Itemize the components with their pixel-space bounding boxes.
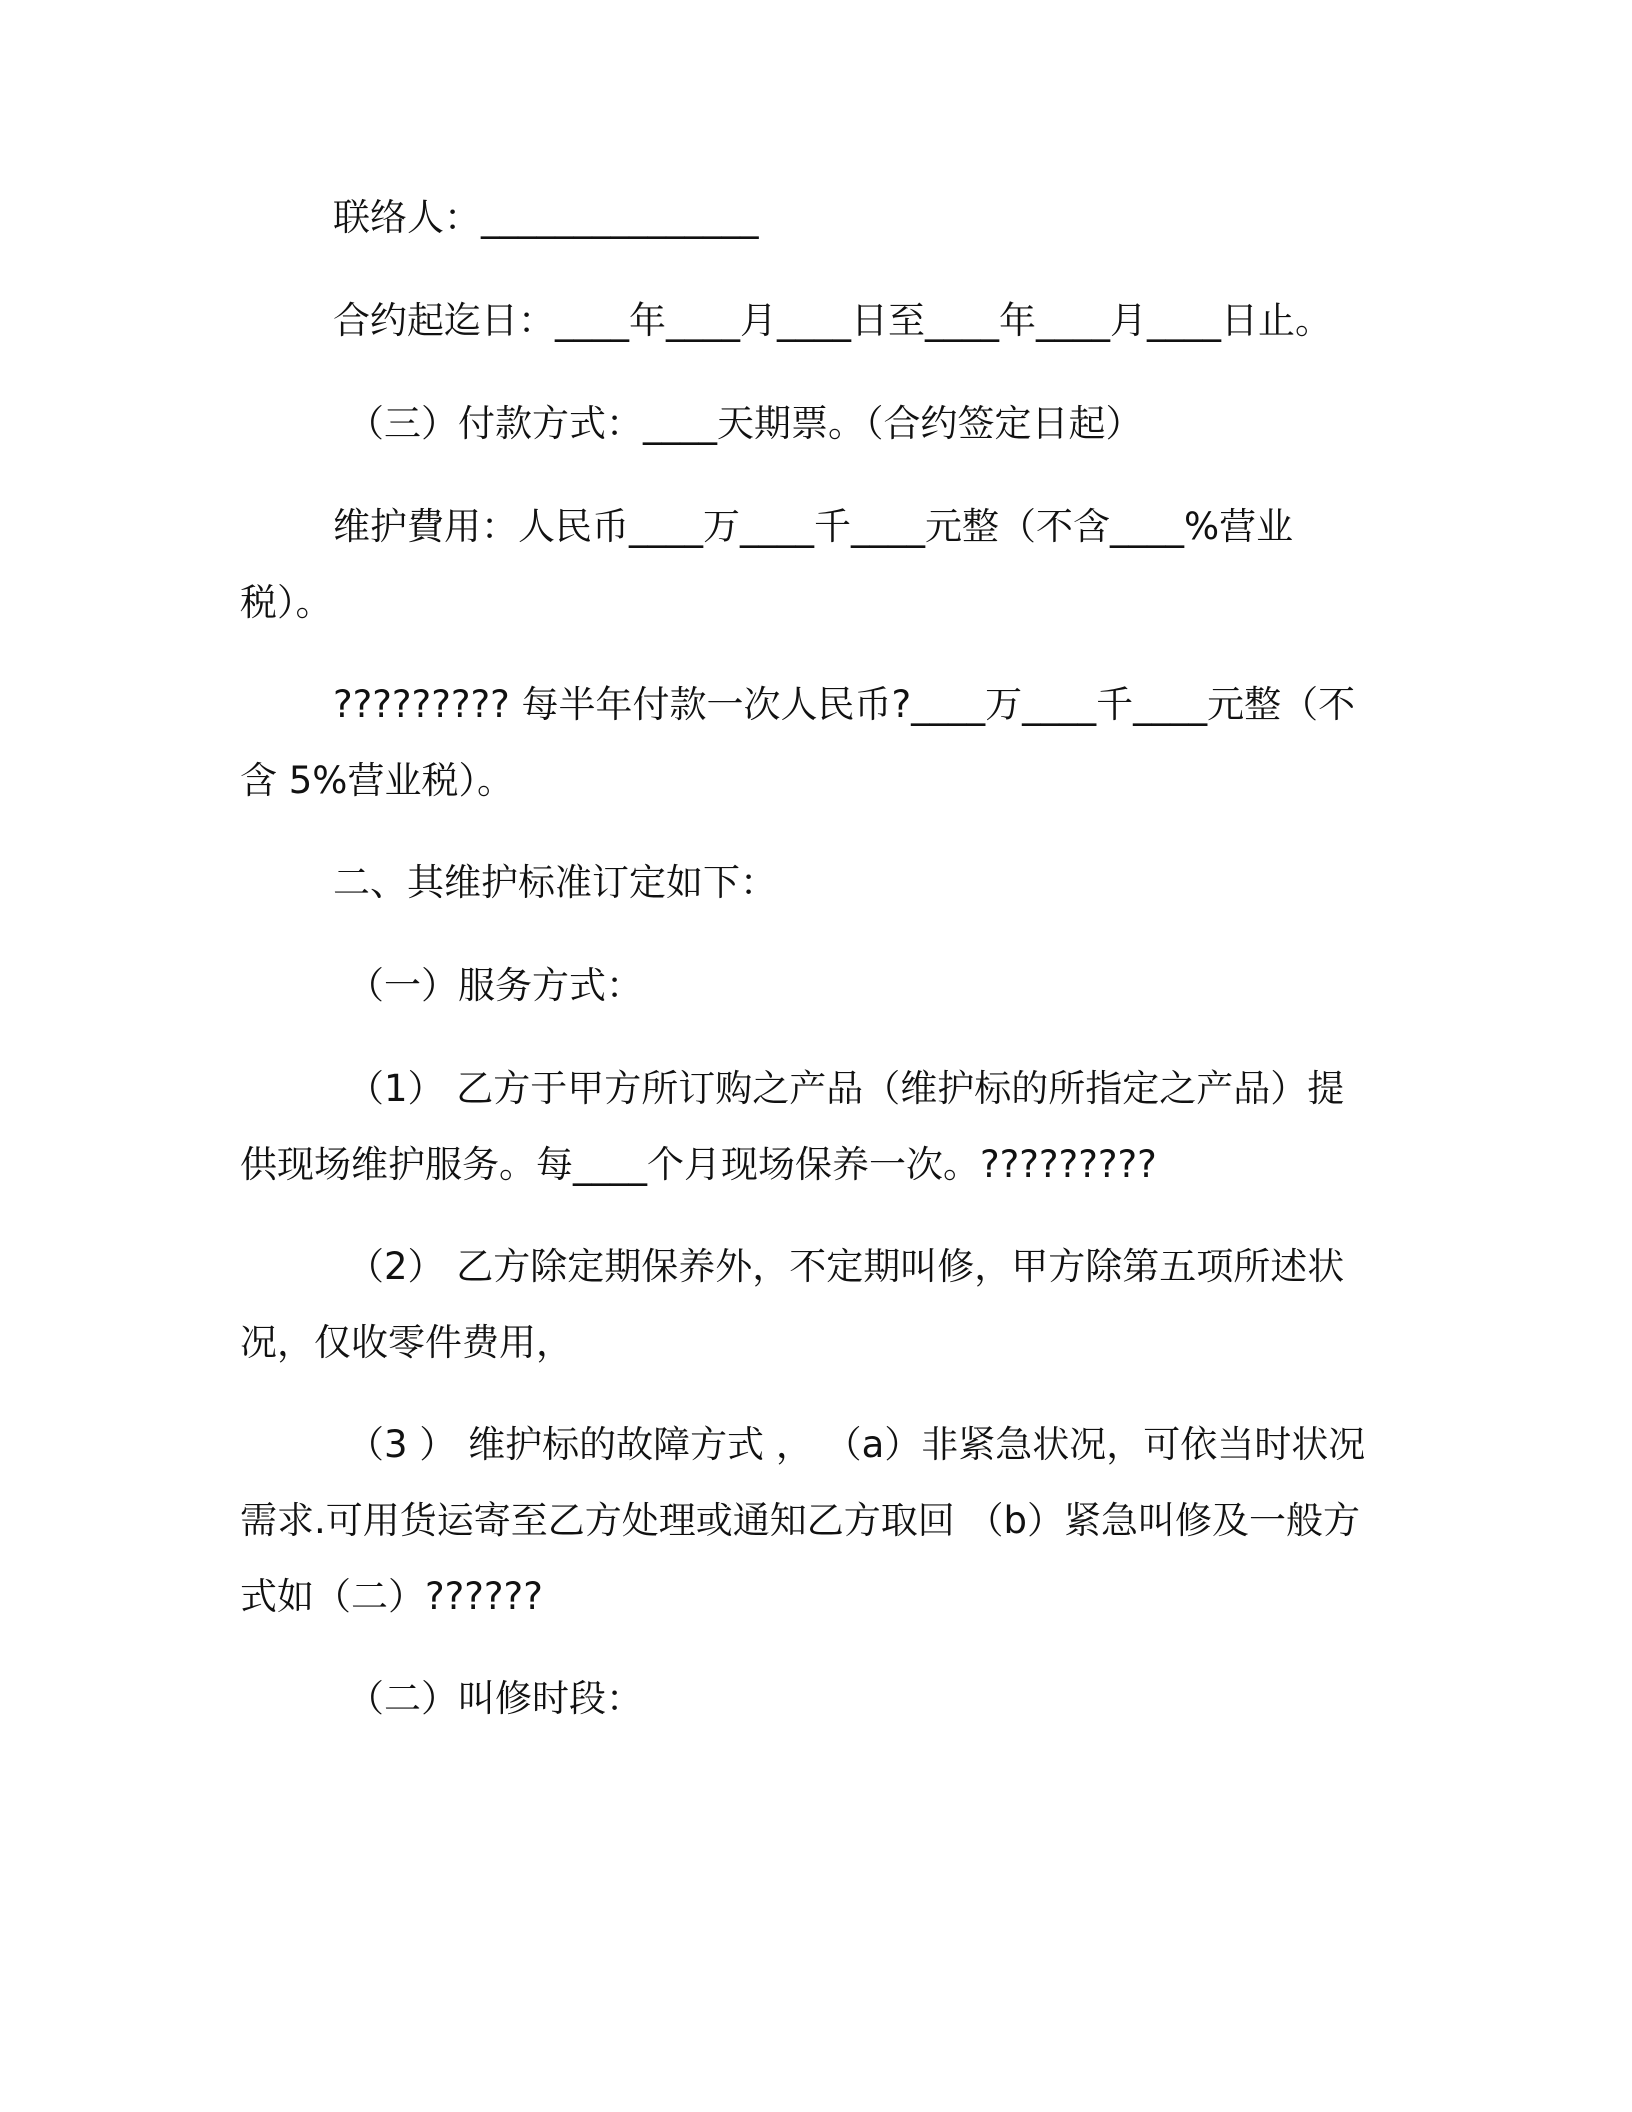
- item-2-unscheduled-repair: （2） 乙方除定期保养外，不定期叫修，甲方除第五项所述状况，仅收零件费用，: [240, 1245, 1345, 1364]
- semiannual-payment-paragraph: ????????? 每半年付款一次人民币?____万____千____元整（不含 5%营业税）。: [240, 683, 1356, 802]
- contact-person-line: 联络人：_______________: [333, 196, 759, 239]
- contract-period-line: 合约起迄日：____年____月____日至____年____月____日止。: [333, 299, 1332, 342]
- subsection-service-method: （一）服务方式：: [347, 964, 643, 1007]
- item-3-fault-handling: （3 ） 维护标的故障方式 ， （a）非紧急状况，可依当时状况需求.可用货运寄至乙方处理或通知乙方取回 （b）紧急叫修及一般方式如（二）??????: [240, 1423, 1366, 1618]
- maintenance-fee-paragraph: 维护費用：人民币____万____千____元整（不含____%营业税）。: [240, 505, 1294, 624]
- subsection-repair-hours: （二）叫修时段：: [347, 1677, 643, 1720]
- payment-method-line: （三）付款方式：____天期票。（合约签定日起）: [347, 402, 1143, 445]
- section-heading-maintenance-standards: 二、其维护标准订定如下：: [333, 861, 777, 904]
- item-1-onsite-service: （1） 乙方于甲方所订购之产品（维护标的所指定之产品）提供现场维护服务。每____个月现场保养一次。?????????: [240, 1067, 1345, 1186]
